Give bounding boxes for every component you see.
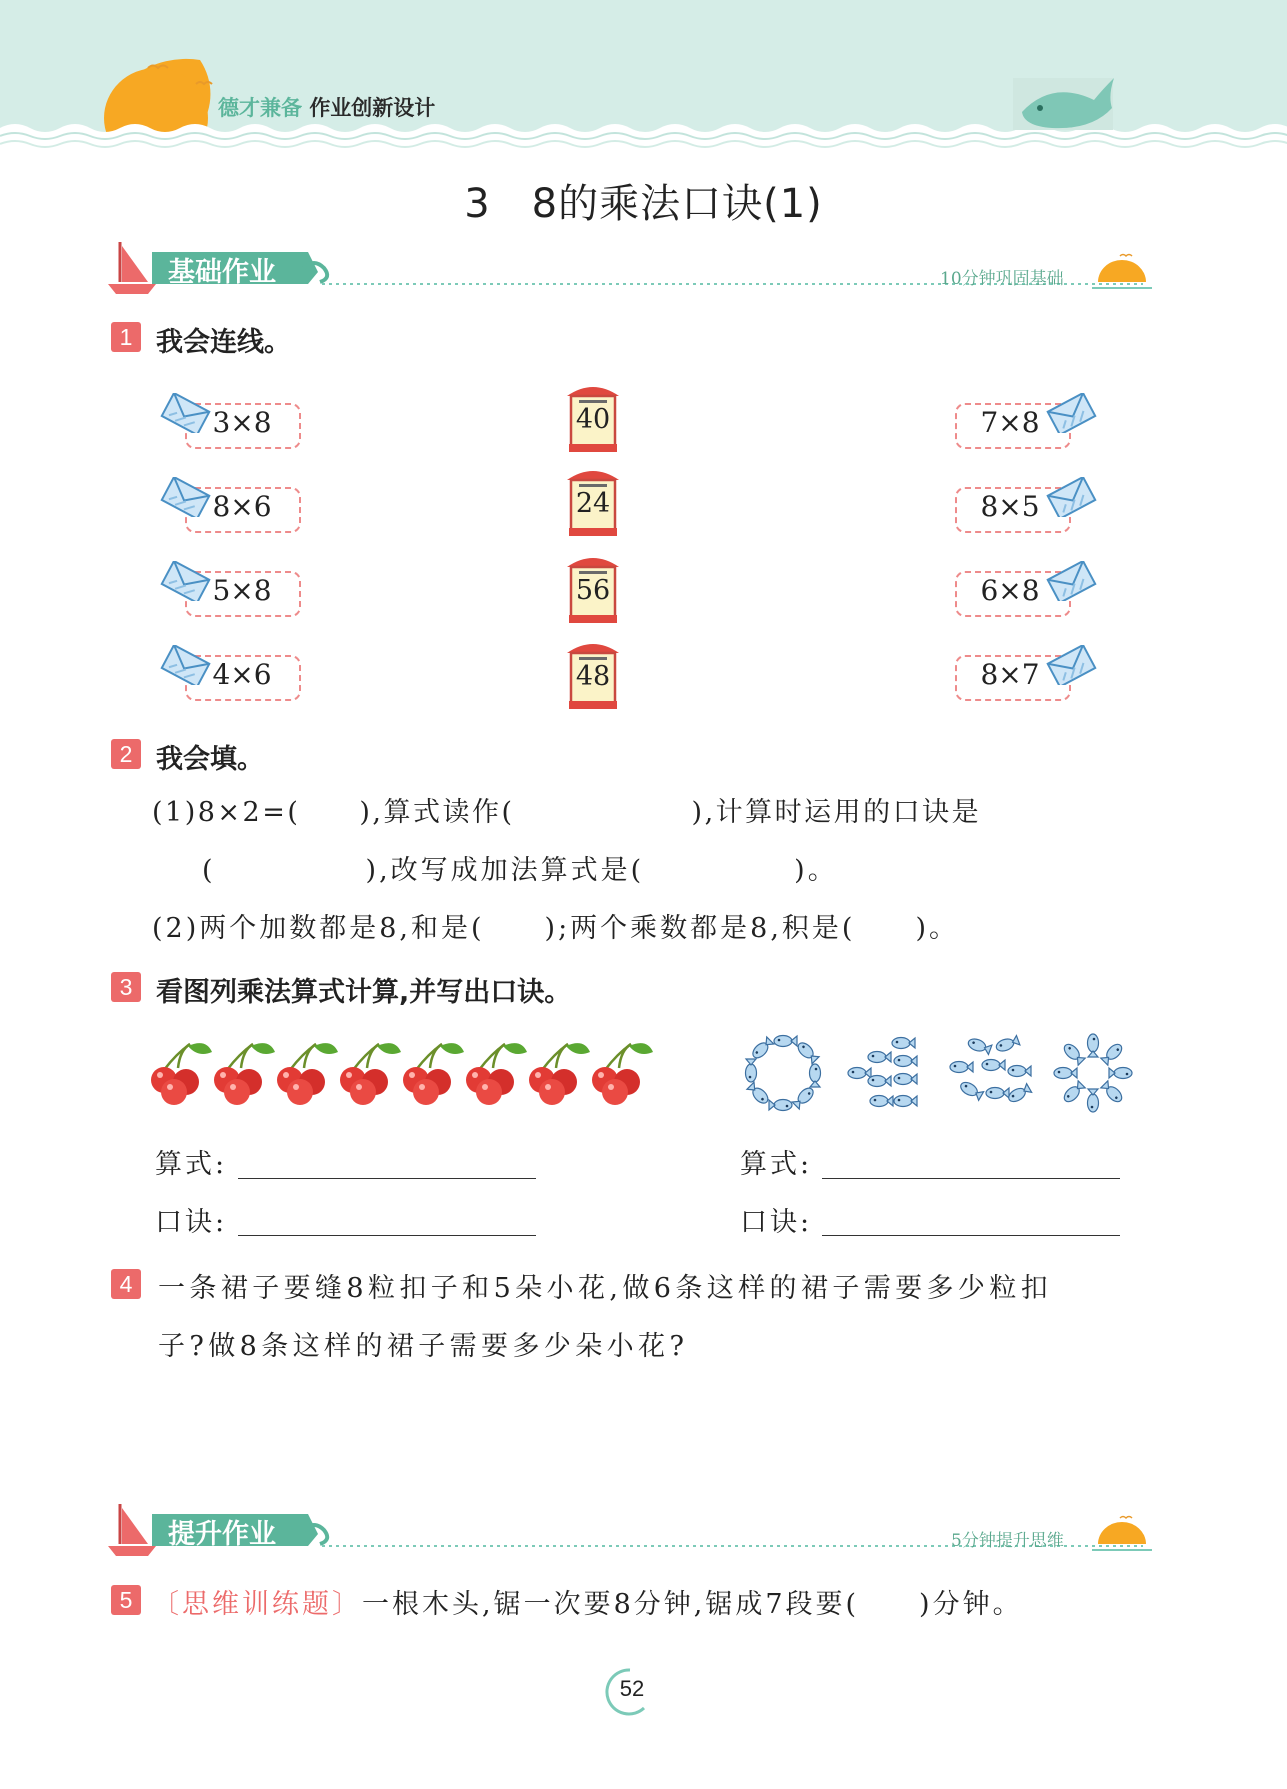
envelope-left-1[interactable] bbox=[160, 393, 302, 448]
brand-green: 德才兼备 bbox=[218, 96, 302, 120]
envelope-right-3[interactable] bbox=[955, 561, 1097, 616]
envelope-icon bbox=[160, 561, 212, 601]
header-decoration bbox=[0, 0, 1287, 150]
envelope-expression: 8×5 bbox=[980, 490, 1040, 523]
section-title-advanced: 提升作业 bbox=[168, 1519, 276, 1550]
q4-line-1: 一条裙子要缝8粒扣子和5朵小花,做6条这样的裙子需要多少粒扣 bbox=[158, 1273, 1053, 1304]
envelope-left-2[interactable] bbox=[160, 477, 302, 532]
q3-right-rhyme-label: 口诀: bbox=[740, 1207, 813, 1238]
envelope-expression: 8×7 bbox=[980, 658, 1040, 691]
fish-groups-picture bbox=[733, 1028, 1143, 1118]
question-1-title: 我会连线。 bbox=[156, 327, 291, 358]
mailbox-4[interactable] bbox=[563, 635, 623, 711]
envelope-icon bbox=[160, 645, 212, 685]
envelope-icon bbox=[1045, 561, 1097, 601]
question-3-title: 看图列乘法算式计算,并写出口诀。 bbox=[156, 977, 572, 1008]
envelope-right-1[interactable] bbox=[955, 393, 1097, 448]
envelope-icon bbox=[160, 393, 212, 433]
q2-line-3[interactable]: (2)两个加数都是8,和是( );两个乘数都是8,积是( )。 bbox=[152, 913, 959, 944]
envelope-icon bbox=[1045, 477, 1097, 517]
envelope-right-4[interactable] bbox=[955, 645, 1097, 700]
envelope-icon bbox=[160, 477, 212, 517]
q2-line-2[interactable]: ( ),改写成加法算式是( )。 bbox=[202, 855, 838, 886]
mailbox-3[interactable] bbox=[563, 549, 623, 625]
mailbox-number: 56 bbox=[575, 575, 611, 606]
mailbox-number: 48 bbox=[575, 661, 611, 692]
mailbox-number: 40 bbox=[575, 404, 611, 435]
q5-body: 一根木头,锯一次要8分钟,锯成7段要( )分钟。 bbox=[362, 1589, 1023, 1620]
question-number-2: 2 bbox=[111, 739, 141, 769]
envelope-expression: 3×8 bbox=[212, 406, 272, 439]
mailbox-2[interactable] bbox=[563, 462, 623, 538]
q3-left-rhyme-label: 口诀: bbox=[155, 1207, 228, 1238]
question-number-4: 4 bbox=[111, 1269, 141, 1299]
question-number-5: 5 bbox=[111, 1585, 141, 1615]
q5-text[interactable] bbox=[152, 1582, 1023, 1621]
envelope-expression: 6×8 bbox=[980, 574, 1040, 607]
envelope-expression: 5×8 bbox=[212, 574, 272, 607]
cherries-picture bbox=[150, 1038, 655, 1108]
envelope-left-4[interactable] bbox=[160, 645, 302, 700]
q3-right-rhyme-line[interactable] bbox=[822, 1235, 1120, 1236]
page-header bbox=[0, 0, 1287, 150]
section-tag-advanced: 5分钟提升思维 bbox=[951, 1531, 1064, 1551]
q3-left-rhyme-line[interactable] bbox=[238, 1235, 536, 1236]
q2-line-1[interactable]: (1)8×2=( ),算式读作( ),计算时运用的口诀是 bbox=[152, 797, 982, 828]
envelope-expression: 4×6 bbox=[212, 658, 272, 691]
question-number-1: 1 bbox=[111, 322, 141, 352]
q3-left-formula-line[interactable] bbox=[238, 1178, 536, 1179]
lesson-title: 3 8的乘法口诀(1) bbox=[464, 181, 823, 227]
mailbox-1[interactable] bbox=[563, 378, 623, 454]
envelope-expression: 7×8 bbox=[980, 406, 1040, 439]
envelope-expression: 8×6 bbox=[212, 490, 272, 523]
q5-tag: 〔思维训练题〕 bbox=[152, 1589, 362, 1620]
q3-left-formula-label: 算式: bbox=[155, 1149, 228, 1180]
envelope-right-2[interactable] bbox=[955, 477, 1097, 532]
question-2-title: 我会填。 bbox=[156, 744, 264, 775]
envelope-icon bbox=[1045, 393, 1097, 433]
question-number-3: 3 bbox=[111, 972, 141, 1002]
mailbox-number: 24 bbox=[575, 488, 611, 519]
section-tag-basic: 10分钟巩固基础 bbox=[940, 269, 1064, 289]
q4-line-2: 子?做8条这样的裙子需要多少朵小花? bbox=[158, 1331, 689, 1362]
section-title-basic: 基础作业 bbox=[168, 257, 276, 288]
q3-right-formula-line[interactable] bbox=[822, 1178, 1120, 1179]
envelope-left-3[interactable] bbox=[160, 561, 302, 616]
brand-text bbox=[218, 92, 435, 122]
envelope-icon bbox=[1045, 645, 1097, 685]
page-number: 52 bbox=[619, 1676, 645, 1701]
q3-right-formula-label: 算式: bbox=[740, 1149, 813, 1180]
brand-black: 作业创新设计 bbox=[309, 96, 436, 120]
